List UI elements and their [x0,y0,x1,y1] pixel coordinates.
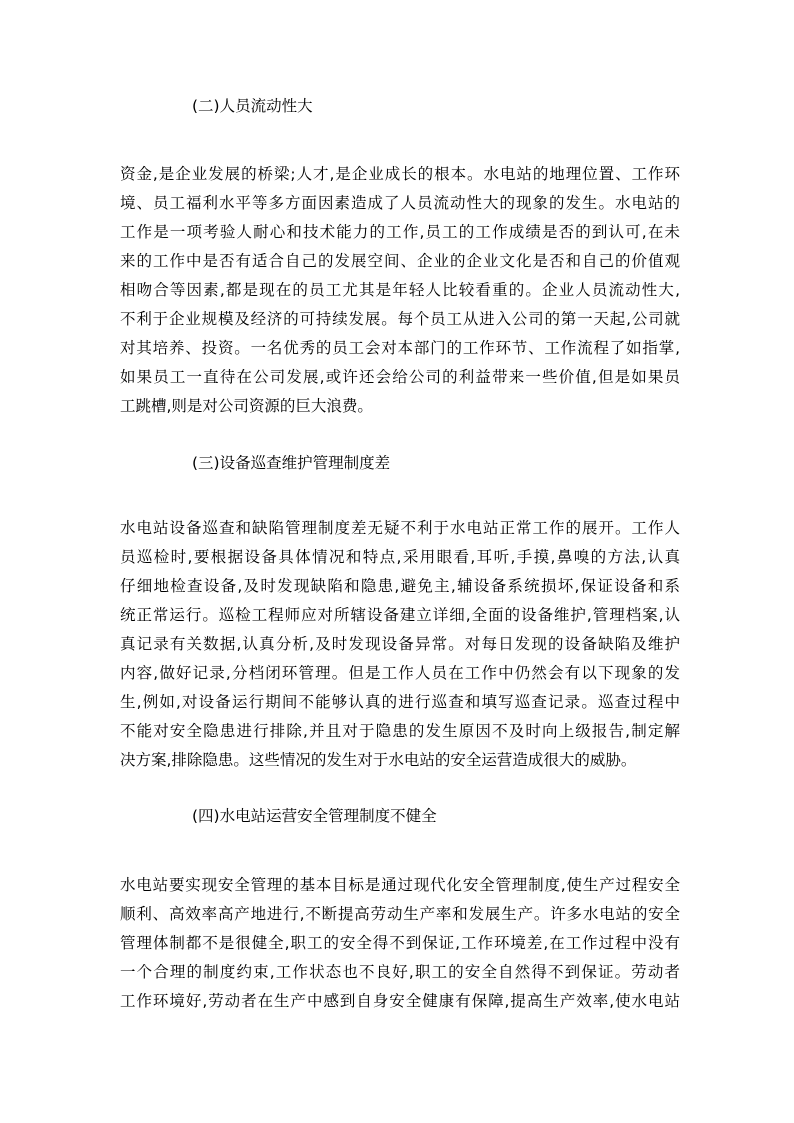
paragraph-line: 真记录有关数据,认真分析,及时发现设备异常。对每日发现的设备缺陷及维护 [120,635,680,653]
paragraph-line: 一个合理的制度约束,工作状态也不良好,职工的安全自然得不到保证。劳动者 [120,963,680,981]
paragraph-line: 水电站设备巡查和缺陷管理制度差无疑不利于水电站正常工作的展开。工作人 [120,519,680,537]
paragraph-line: 境、员工福利水平等多方面因素造成了人员流动性大的现象的发生。水电站的 [120,194,680,212]
paragraph-line: 内容,做好记录,分档闭环管理。但是工作人员在工作中仍然会有以下现象的发 [120,664,680,682]
paragraph-line: 工跳槽,则是对公司资源的巨大浪费。 [120,397,373,415]
paragraph-line: 相吻合等因素,都是现在的员工尤其是年轻人比较看重的。企业人员流动性大, [120,281,680,299]
paragraph-line: 管理体制都不是很健全,职工的安全得不到保证,工作环境差,在工作过程中没有 [120,934,680,952]
section-heading-4: (四)水电站运营安全管理制度不健全 [192,807,437,825]
paragraph-line: 统正常运行。巡检工程师应对所辖设备建立详细,全面的设备维护,管理档案,认 [120,606,680,624]
section-paragraph-4 [120,871,680,1016]
paragraph-line: 员巡检时,要根据设备具体情况和特点,采用眼看,耳听,手摸,鼻嗅的方法,认真 [120,548,680,566]
section-paragraph-2 [120,160,680,421]
section-heading-3: (三)设备巡查维护管理制度差 [192,454,391,472]
section-paragraph-3 [120,514,680,775]
paragraph-line: 不能对安全隐患进行排除,并且对于隐患的发生原因不及时向上级报告,制定解 [120,722,680,740]
section-heading-2: (二)人员流动性大 [192,97,313,115]
paragraph-line: 水电站要实现安全管理的基本目标是通过现代化安全管理制度,使生产过程安全 [120,876,680,894]
paragraph-line: 工作是一项考验人耐心和技术能力的工作,员工的工作成绩是否的到认可,在未 [120,223,680,241]
paragraph-line: 仔细地检查设备,及时发现缺陷和隐患,避免主,辅设备系统损坏,保证设备和系 [120,577,680,595]
paragraph-line: 不利于企业规模及经济的可持续发展。每个员工从进入公司的第一天起,公司就 [120,310,680,328]
paragraph-line: 对其培养、投资。一名优秀的员工会对本部门的工作环节、工作流程了如指掌, [120,339,680,357]
paragraph-line: 顺利、高效率高产地进行,不断提高劳动生产率和发展生产。许多水电站的安全 [120,905,680,923]
paragraph-line: 资金,是企业发展的桥梁;人才,是企业成长的根本。水电站的地理位置、工作环 [120,165,680,183]
paragraph-line: 生,例如,对设备运行期间不能够认真的进行巡查和填写巡查记录。巡查过程中 [120,693,680,711]
paragraph-line: 工作环境好,劳动者在生产中感到自身安全健康有保障,提高生产效率,使水电站 [120,992,680,1010]
paragraph-line: 如果员工一直待在公司发展,或许还会给公司的利益带来一些价值,但是如果员 [120,368,680,386]
paragraph-line: 来的工作中是否有适合自己的发展空间、企业的企业文化是否和自己的价值观 [120,252,680,270]
paragraph-line: 决方案,排除隐患。这些情况的发生对于水电站的安全运营造成很大的威胁。 [120,751,637,769]
